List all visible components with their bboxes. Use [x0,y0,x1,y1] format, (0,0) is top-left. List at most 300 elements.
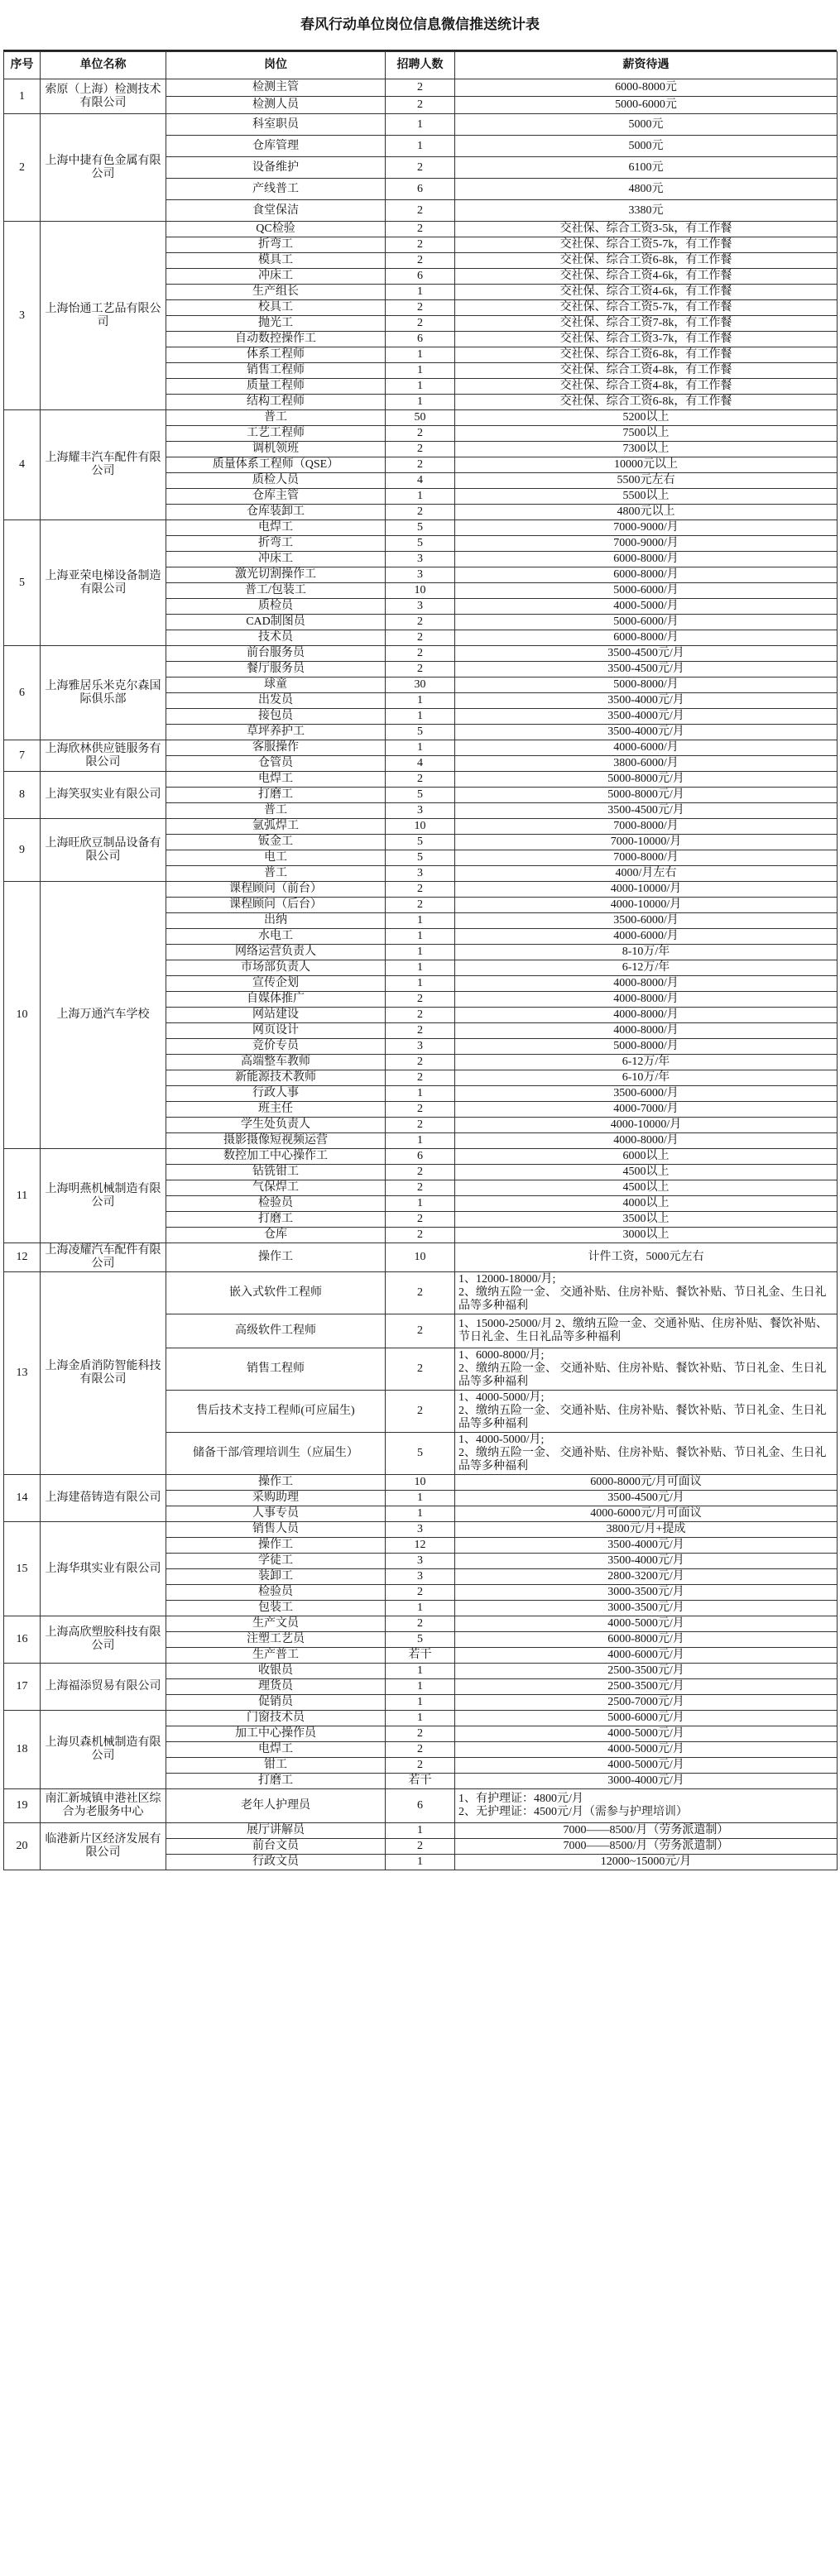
post-cell: 装卸工 [166,1569,386,1585]
salary-cell: 4000-8000/月 [455,1008,838,1023]
salary-cell: 5500以上 [455,489,838,505]
table-row [4,1616,838,1632]
count-cell: 1 [386,1086,455,1102]
salary-cell: 3500-4500元/月 [455,1491,838,1506]
count-cell: 50 [386,410,455,426]
salary-cell: 7300以上 [455,442,838,457]
count-cell: 4 [386,756,455,772]
count-cell: 5 [386,520,455,536]
salary-cell: 2800-3200元/月 [455,1569,838,1585]
table-body [4,79,838,1870]
salary-cell: 5000元 [455,114,838,136]
post-cell: 生产普工 [166,1648,386,1664]
post-cell: CAD制图员 [166,615,386,630]
post-cell: 仓库管理 [166,136,386,157]
salary-cell: 交社保、综合工资7-8k，有工作餐 [455,316,838,332]
post-cell: 门窗技术员 [166,1711,386,1726]
post-cell: 检验员 [166,1196,386,1212]
count-cell: 1 [386,1491,455,1506]
post-cell: 课程顾问（前台） [166,882,386,898]
seq-cell: 10 [4,882,41,1149]
count-cell: 2 [386,992,455,1008]
post-cell: 普工 [166,410,386,426]
post-cell: 销售人员 [166,1522,386,1538]
seq-cell: 12 [4,1243,41,1272]
post-cell: 出发员 [166,693,386,709]
post-cell: 班主任 [166,1102,386,1118]
count-cell: 1 [386,1133,455,1149]
unit-name-cell: 上海福添贸易有限公司 [41,1664,166,1711]
post-cell: 质检人员 [166,473,386,489]
seq-cell: 15 [4,1522,41,1616]
count-cell: 1 [386,347,455,363]
count-cell: 2 [386,426,455,442]
unit-name-cell: 上海欣林供应链服务有限公司 [41,740,166,772]
count-cell: 1 [386,1823,455,1839]
post-cell: 竞价专员 [166,1039,386,1055]
salary-cell: 4000-8000/月 [455,1023,838,1039]
post-cell: 销售工程师 [166,1348,386,1391]
count-cell: 30 [386,678,455,693]
count-cell: 4 [386,473,455,489]
count-cell: 1 [386,489,455,505]
count-cell: 1 [386,1601,455,1616]
count-cell: 1 [386,1695,455,1711]
count-cell: 3 [386,567,455,583]
salary-cell: 5500元左右 [455,473,838,489]
count-cell: 3 [386,1554,455,1569]
post-cell: 校具工 [166,300,386,316]
post-cell: 加工中心操作员 [166,1726,386,1742]
count-cell: 5 [386,1433,455,1475]
count-cell: 6 [386,179,455,200]
count-cell: 2 [386,662,455,678]
count-cell: 5 [386,1632,455,1648]
count-cell: 2 [386,1726,455,1742]
salary-cell: 1、4000-5000/月; 2、缴纳五险一金、 交通补贴、住房补贴、餐饮补贴、节日礼金、生日礼品等多种福利 [455,1433,838,1475]
post-cell: 体系工程师 [166,347,386,363]
count-cell: 2 [386,615,455,630]
count-cell: 2 [386,1228,455,1243]
count-cell: 6 [386,269,455,285]
salary-cell: 4000-6000/月 [455,740,838,756]
salary-cell: 4000-10000/月 [455,1118,838,1133]
salary-cell: 4000-8000/月 [455,992,838,1008]
count-cell: 2 [386,1180,455,1196]
post-cell: 学生处负责人 [166,1118,386,1133]
salary-cell: 3800元/月+提成 [455,1522,838,1538]
post-cell: 行政文员 [166,1855,386,1870]
salary-cell: 3500以上 [455,1212,838,1228]
salary-cell: 7000-10000/月 [455,835,838,850]
salary-cell: 计件工资，5000元左右 [455,1243,838,1272]
unit-name-cell: 上海雅居乐米克尔森国际俱乐部 [41,646,166,740]
salary-cell: 3500-4000元/月 [455,1538,838,1554]
count-cell: 1 [386,945,455,960]
salary-cell: 4000/月左右 [455,866,838,882]
count-cell: 1 [386,379,455,395]
unit-name-cell: 上海明燕机械制造有限公司 [41,1149,166,1243]
salary-cell: 1、4000-5000/月; 2、缴纳五险一金、 交通补贴、住房补贴、餐饮补贴、节日礼金、生日礼品等多种福利 [455,1391,838,1433]
count-cell: 2 [386,222,455,237]
count-cell: 2 [386,1070,455,1086]
table-row [4,520,838,536]
count-cell: 12 [386,1538,455,1554]
table-row [4,740,838,756]
count-cell: 1 [386,363,455,379]
salary-cell: 2500-3500元/月 [455,1679,838,1695]
count-cell: 2 [386,1616,455,1632]
table-row [4,1272,838,1314]
post-cell: 激光切割操作工 [166,567,386,583]
count-cell: 2 [386,97,455,114]
post-cell: 科室职员 [166,114,386,136]
seq-cell: 3 [4,222,41,410]
table-row [4,1823,838,1839]
post-cell: 普工 [166,866,386,882]
salary-cell: 3500-4000元/月 [455,1554,838,1569]
table-row [4,1475,838,1491]
salary-cell: 7500以上 [455,426,838,442]
seq-cell: 4 [4,410,41,520]
count-cell: 5 [386,850,455,866]
salary-cell: 3800-6000/月 [455,756,838,772]
post-cell: 普工/包装工 [166,583,386,599]
unit-name-cell: 上海耀丰汽车配件有限公司 [41,410,166,520]
count-cell: 2 [386,1348,455,1391]
post-cell: 打磨工 [166,1774,386,1789]
count-cell: 10 [386,1475,455,1491]
seq-cell: 8 [4,772,41,819]
unit-name-cell: 上海贝森机械制造有限公司 [41,1711,166,1789]
post-cell: 嵌入式软件工程师 [166,1272,386,1314]
count-cell: 2 [386,898,455,913]
count-cell: 2 [386,1391,455,1433]
post-cell: QC检验 [166,222,386,237]
count-cell: 2 [386,237,455,253]
salary-cell: 4000-6000元/月 [455,1648,838,1664]
post-cell: 操作工 [166,1538,386,1554]
count-cell: 2 [386,300,455,316]
salary-cell: 交社保、综合工资4-6k，有工作餐 [455,285,838,300]
header-seq: 序号 [4,52,41,79]
post-cell: 质量体系工程师（QSE） [166,457,386,473]
salary-cell: 4000-6000/月 [455,929,838,945]
salary-cell: 4000-5000元/月 [455,1726,838,1742]
count-cell: 1 [386,709,455,725]
post-cell: 生产文员 [166,1616,386,1632]
salary-cell: 3000以上 [455,1228,838,1243]
count-cell: 5 [386,725,455,740]
salary-cell: 7000-9000/月 [455,520,838,536]
post-cell: 打磨工 [166,788,386,803]
count-cell: 1 [386,693,455,709]
salary-cell: 5000-8000元/月 [455,772,838,788]
salary-cell: 6000-8000元 [455,79,838,97]
salary-cell: 4500以上 [455,1180,838,1196]
unit-name-cell: 南汇新城镇申港社区综合为老服务中心 [41,1789,166,1823]
table-row [4,79,838,97]
salary-cell: 4000-5000/月 [455,599,838,615]
table-row [4,410,838,426]
salary-cell: 3500-4000元/月 [455,725,838,740]
seq-cell: 9 [4,819,41,882]
salary-cell: 4000-10000/月 [455,882,838,898]
salary-cell: 4000-7000/月 [455,1102,838,1118]
count-cell: 2 [386,505,455,520]
post-cell: 摄影摄像短视频运营 [166,1133,386,1149]
table-row [4,772,838,788]
count-cell: 1 [386,1196,455,1212]
table-row [4,646,838,662]
count-cell: 2 [386,1118,455,1133]
salary-cell: 5000-6000/月 [455,615,838,630]
seq-cell: 2 [4,114,41,222]
count-cell: 1 [386,136,455,157]
salary-cell: 4800元以上 [455,505,838,520]
salary-cell: 交社保、综合工资3-7k，有工作餐 [455,332,838,347]
post-cell: 水电工 [166,929,386,945]
salary-cell: 6000-8000/月 [455,567,838,583]
post-cell: 操作工 [166,1475,386,1491]
unit-name-cell: 上海金盾消防智能科技有限公司 [41,1272,166,1475]
count-cell: 2 [386,646,455,662]
salary-cell: 交社保、综合工资6-8k，有工作餐 [455,395,838,410]
table-row [4,1711,838,1726]
post-cell: 网络运营负责人 [166,945,386,960]
salary-cell: 1、有护理证：4800元/月 2、无护理证：4500元/月（需参与护理培训） [455,1789,838,1823]
post-cell: 检测人员 [166,97,386,114]
post-cell: 高级软件工程师 [166,1314,386,1348]
post-cell: 前台服务员 [166,646,386,662]
salary-cell: 6-12万/年 [455,960,838,976]
seq-cell: 20 [4,1823,41,1870]
count-cell: 2 [386,1742,455,1758]
salary-cell: 6000-8000元/月可面议 [455,1475,838,1491]
count-cell: 2 [386,1585,455,1601]
salary-cell: 1、6000-8000/月; 2、缴纳五险一金、 交通补贴、住房补贴、餐饮补贴、节日礼金、生日礼品等多种福利 [455,1348,838,1391]
post-cell: 结构工程师 [166,395,386,410]
salary-cell: 4500以上 [455,1165,838,1180]
salary-cell: 4000-5000元/月 [455,1616,838,1632]
post-cell: 宣传企划 [166,976,386,992]
count-cell: 2 [386,253,455,269]
count-cell: 3 [386,599,455,615]
count-cell: 5 [386,835,455,850]
seq-cell: 14 [4,1475,41,1522]
jobs-table [3,51,838,1870]
salary-cell: 3000-3500元/月 [455,1585,838,1601]
seq-cell: 18 [4,1711,41,1789]
count-cell: 1 [386,395,455,410]
count-cell: 2 [386,1102,455,1118]
salary-cell: 4000-8000/月 [455,1133,838,1149]
post-cell: 食堂保洁 [166,200,386,222]
unit-name-cell: 上海怡通工艺品有限公司 [41,222,166,410]
count-cell: 5 [386,788,455,803]
count-cell: 6 [386,1149,455,1165]
count-cell: 6 [386,1789,455,1823]
salary-cell: 12000~15000元/月 [455,1855,838,1870]
seq-cell: 7 [4,740,41,772]
post-cell: 老年人护理员 [166,1789,386,1823]
unit-name-cell: 上海凌耀汽车配件有限公司 [41,1243,166,1272]
salary-cell: 6000以上 [455,1149,838,1165]
post-cell: 质检员 [166,599,386,615]
unit-name-cell: 上海旺欣豆制品设备有限公司 [41,819,166,882]
salary-cell: 2500-7000元/月 [455,1695,838,1711]
count-cell: 1 [386,1711,455,1726]
post-cell: 折弯工 [166,237,386,253]
count-cell: 10 [386,583,455,599]
salary-cell: 3500-4500元/月 [455,803,838,819]
salary-cell: 8-10万/年 [455,945,838,960]
post-cell: 储备干部/管理培训生（应届生） [166,1433,386,1475]
salary-cell: 5000-8000/月 [455,678,838,693]
salary-cell: 交社保、综合工资5-7k，有工作餐 [455,300,838,316]
post-cell: 包装工 [166,1601,386,1616]
salary-cell: 交社保、综合工资3-5k，有工作餐 [455,222,838,237]
count-cell: 2 [386,1055,455,1070]
count-cell: 2 [386,1758,455,1774]
post-cell: 草坪养护工 [166,725,386,740]
salary-cell: 3500-4000元/月 [455,693,838,709]
salary-cell: 交社保、综合工资4-6k，有工作餐 [455,269,838,285]
count-cell: 10 [386,1243,455,1272]
count-cell: 1 [386,1679,455,1695]
salary-cell: 3500-6000/月 [455,1086,838,1102]
header-count: 招聘人数 [386,52,455,79]
post-cell: 钻铣钳工 [166,1165,386,1180]
post-cell: 工艺工程师 [166,426,386,442]
post-cell: 理货员 [166,1679,386,1695]
salary-cell: 5000-8000元/月 [455,788,838,803]
table-row [4,1243,838,1272]
count-cell: 2 [386,79,455,97]
salary-cell: 4800元 [455,179,838,200]
count-cell: 2 [386,1272,455,1314]
header-post: 岗位 [166,52,386,79]
count-cell: 1 [386,114,455,136]
count-cell: 1 [386,1855,455,1870]
post-cell: 新能源技术教师 [166,1070,386,1086]
post-cell: 电焊工 [166,520,386,536]
post-cell: 注塑工艺员 [166,1632,386,1648]
salary-cell: 6-10万/年 [455,1070,838,1086]
count-cell: 若干 [386,1774,455,1789]
salary-cell: 3500-4500元/月 [455,662,838,678]
post-cell: 钳工 [166,1758,386,1774]
post-cell: 气保焊工 [166,1180,386,1196]
post-cell: 自媒体推广 [166,992,386,1008]
salary-cell: 3500-4000元/月 [455,709,838,725]
count-cell: 2 [386,1212,455,1228]
post-cell: 课程顾问（后台） [166,898,386,913]
seq-cell: 13 [4,1272,41,1475]
seq-cell: 19 [4,1789,41,1823]
unit-name-cell: 上海中捷有色金属有限公司 [41,114,166,222]
seq-cell: 5 [4,520,41,646]
table-row [4,1664,838,1679]
salary-cell: 4000-5000元/月 [455,1758,838,1774]
count-cell: 2 [386,630,455,646]
count-cell: 2 [386,316,455,332]
table-row [4,1522,838,1538]
salary-cell: 7000-8000/月 [455,850,838,866]
post-cell: 销售工程师 [166,363,386,379]
statistics-sheet [3,0,837,1870]
count-cell: 1 [386,740,455,756]
salary-cell: 2500-3500元/月 [455,1664,838,1679]
unit-name-cell: 上海万通汽车学校 [41,882,166,1149]
post-cell: 收银员 [166,1664,386,1679]
salary-cell: 5000-6000/月 [455,583,838,599]
post-cell: 网页设计 [166,1023,386,1039]
count-cell: 1 [386,929,455,945]
count-cell: 2 [386,1023,455,1039]
unit-name-cell: 临港新片区经济发展有限公司 [41,1823,166,1870]
table-header-row [4,52,838,79]
post-cell: 打磨工 [166,1212,386,1228]
count-cell: 2 [386,772,455,788]
header-salary: 薪资待遇 [455,52,838,79]
salary-cell: 交社保、综合工资4-8k，有工作餐 [455,379,838,395]
salary-cell: 4000-10000/月 [455,898,838,913]
post-cell: 折弯工 [166,536,386,552]
salary-cell: 3000-4000元/月 [455,1774,838,1789]
post-cell: 行政人事 [166,1086,386,1102]
count-cell: 3 [386,1569,455,1585]
header-unit: 单位名称 [41,52,166,79]
post-cell: 冲床工 [166,552,386,567]
count-cell: 3 [386,552,455,567]
table-row [4,1789,838,1823]
post-cell: 操作工 [166,1243,386,1272]
salary-cell: 3500-4500元/月 [455,646,838,662]
salary-cell: 7000-9000/月 [455,536,838,552]
salary-cell: 交社保、综合工资5-7k，有工作餐 [455,237,838,253]
count-cell: 1 [386,976,455,992]
seq-cell: 17 [4,1664,41,1711]
post-cell: 网站建设 [166,1008,386,1023]
post-cell: 促销员 [166,1695,386,1711]
count-cell: 3 [386,1522,455,1538]
post-cell: 普工 [166,803,386,819]
table-row [4,819,838,835]
seq-cell: 1 [4,79,41,114]
post-cell: 技术员 [166,630,386,646]
salary-cell: 4000-8000/月 [455,976,838,992]
salary-cell: 3000-3500元/月 [455,1601,838,1616]
table-row [4,1149,838,1165]
post-cell: 冲床工 [166,269,386,285]
count-cell: 1 [386,285,455,300]
salary-cell: 6100元 [455,157,838,179]
count-cell: 3 [386,866,455,882]
table-row [4,882,838,898]
post-cell: 生产组长 [166,285,386,300]
count-cell: 1 [386,960,455,976]
salary-cell: 5000元 [455,136,838,157]
table-row [4,114,838,136]
post-cell: 调机领班 [166,442,386,457]
salary-cell: 6000-8000/月 [455,552,838,567]
post-cell: 球童 [166,678,386,693]
salary-cell: 5200以上 [455,410,838,426]
unit-name-cell: 上海高欣塑胶科技有限公司 [41,1616,166,1664]
post-cell: 抛光工 [166,316,386,332]
salary-cell: 5000-6000元 [455,97,838,114]
